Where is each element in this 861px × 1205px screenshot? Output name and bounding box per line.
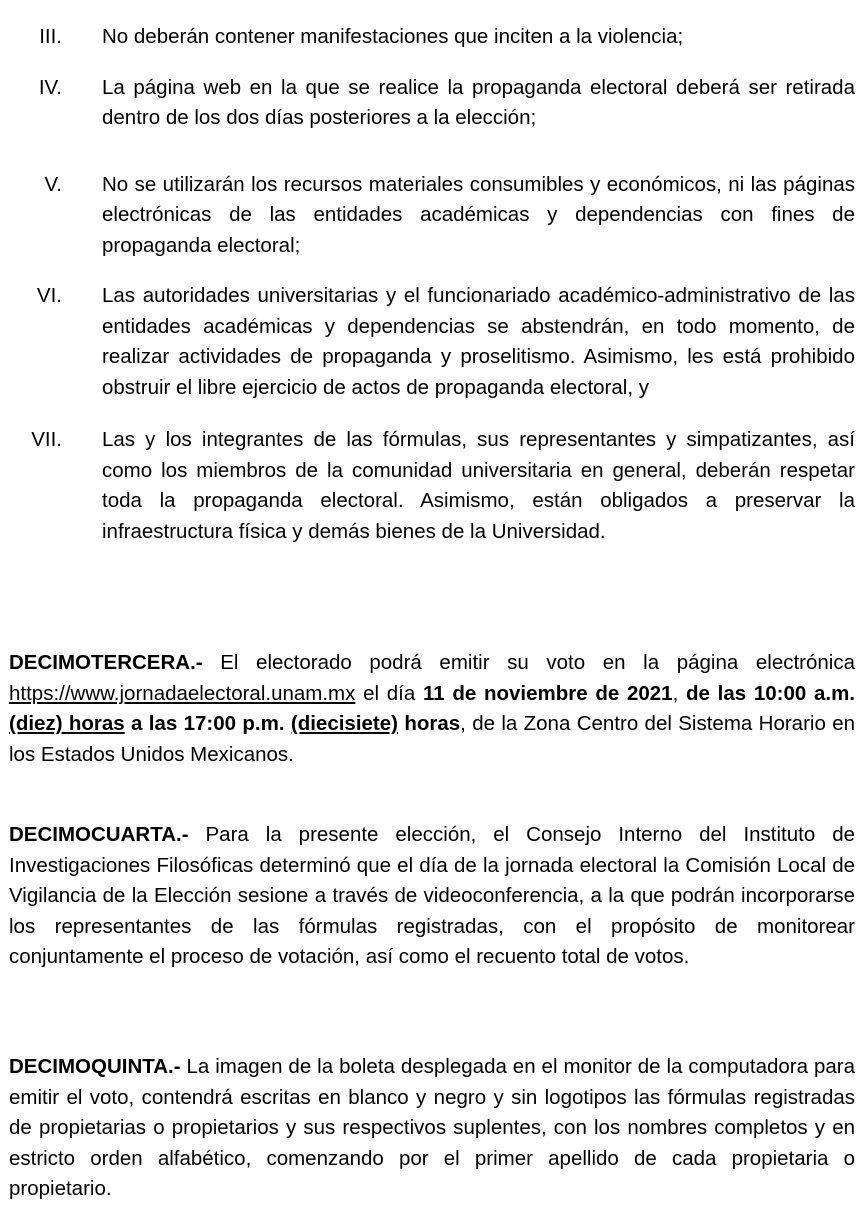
list-item-v <box>0 170 861 262</box>
list-item-iv <box>0 73 861 134</box>
list-numeral: VI. <box>36 284 62 307</box>
hours-label: horas <box>404 712 461 735</box>
list-numeral: IV. <box>38 75 62 99</box>
list-numeral: VII. <box>31 428 62 451</box>
clause-text: , de la Zona Centro del Sistema Horario en los Estados Unidos Mexicanos. <box>9 712 855 766</box>
clause-decimocuarta <box>9 820 855 973</box>
numbered-list <box>0 22 861 547</box>
list-item-iii <box>0 22 861 53</box>
clause-decimotercera <box>9 648 855 770</box>
list-item-vii <box>0 425 861 547</box>
list-item-text: No deberán contener manifestaciones que inciten a la violencia; <box>102 25 684 48</box>
list-item-text: Las autoridades universitarias y el funcionariado académico-administrativo de las entidades académicas y dependencias se abstendrán, en todo momento, de realizar actividades de propaganda y proselitismo. Asimismo, les está prohibido obstruir el libre ejercicio de actos de propaganda electoral, y <box>102 284 855 399</box>
list-numeral: V. <box>44 172 62 196</box>
list-item-vi <box>0 281 861 403</box>
list-item-text: La página web en la que se realice la propaganda electoral deberá ser retirada dentro de los dos días posteriores a la elección; <box>102 75 855 129</box>
clause-text: La imagen de la boleta desplegada en el monitor de la computadora para emitir el voto, contendrá escritas en blanco y negro y sin logotipos las fórmulas registradas de propietarias o propietarios y sus respectivos suplentes, con los nombres completos y en estricto orden alfabético, comenzando por el primer apellido de cada propietaria o propietario. <box>9 1055 855 1200</box>
list-item-text: Las y los integrantes de las fórmulas, sus representantes y simpatizantes, así como los miembros de la comunidad universitaria en general, deberán respetar toda la propaganda electoral. Asimismo, están obligados a preservar la infraestructura física y demás bienes de la Universidad. <box>102 428 855 543</box>
clause-heading: DECIMOCUARTA.- <box>9 823 189 846</box>
end-time: a las 17:00 p.m. <box>131 712 285 735</box>
list-numeral: III. <box>39 25 62 48</box>
list-item-text: No se utilizarán los recursos materiales consumibles y económicos, ni las páginas electrónicas de las entidades académicas y dependencias con fines de propaganda electoral; <box>102 172 855 257</box>
clause-decimoquinta <box>9 1052 855 1205</box>
election-website-link[interactable]: https://www.jornadaelectoral.unam.mx <box>9 681 356 705</box>
clause-heading: DECIMOQUINTA.- <box>9 1055 181 1078</box>
start-time-words: (diez) horas <box>9 712 125 735</box>
clause-text: El electorado podrá emitir su voto en la página electrónica <box>202 651 855 674</box>
clause-text: Para la presente elección, el Consejo Interno del Instituto de Investigaciones Filosóficas determinó que el día de la jornada electoral la Comisión Local de Vigilancia de la Elección sesione a través de videoconferencia, a la que podrán incorporarse los representantes de las fórmulas registradas, con el propósito de monitorear conjuntamente el proceso de votación, así como el recuento total de votos. <box>9 823 855 968</box>
election-date: 11 de noviembre de 2021 <box>422 681 673 705</box>
start-time: de las 10:00 a.m. <box>686 681 855 705</box>
clause-text: el día <box>355 681 423 705</box>
clause-heading: DECIMOTERCERA.- <box>9 651 203 674</box>
end-time-words: (diecisiete) <box>290 712 398 735</box>
clause-text: , <box>672 681 686 705</box>
